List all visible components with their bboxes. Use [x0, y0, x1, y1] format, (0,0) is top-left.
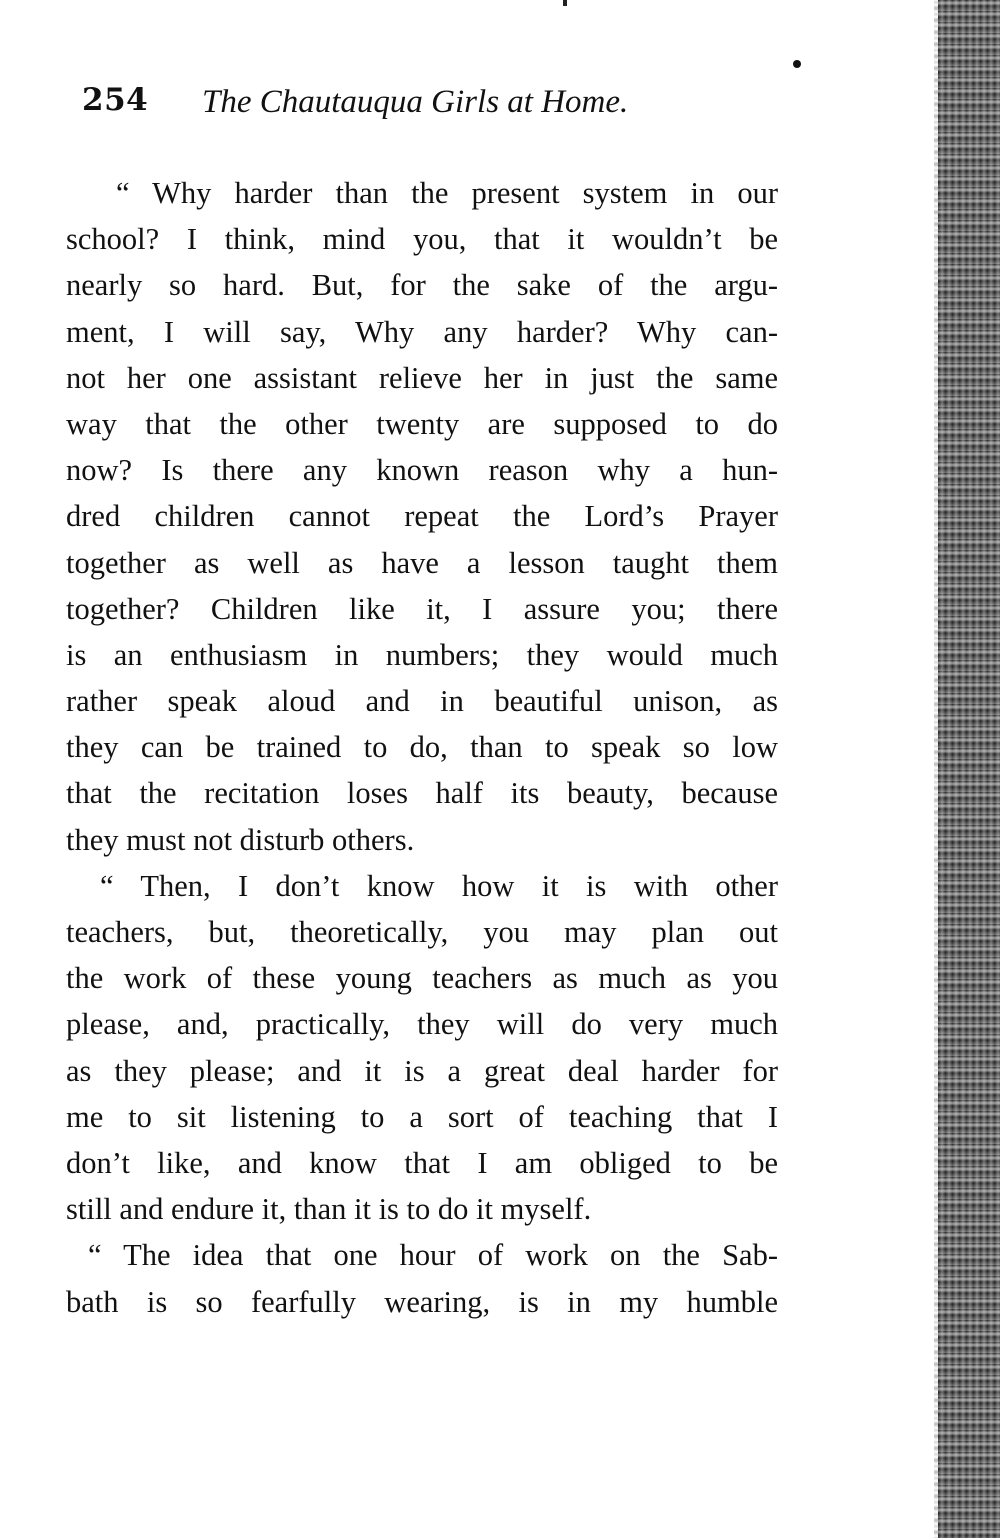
text-line: please, and, practically, they will do very much	[66, 1007, 778, 1042]
paragraph	[66, 1232, 778, 1324]
running-title: The Chautauqua Girls at Home.	[202, 84, 629, 120]
page-header	[82, 82, 702, 132]
text-line: they must not disturb others.	[66, 822, 415, 857]
text-line: nearly so hard. But, for the sake of the argu-	[66, 268, 778, 303]
text-line: together? Children like it, I assure you; there	[66, 591, 778, 626]
book-spine-shadow	[938, 0, 1000, 1538]
text-line: “ Why harder than the present system in our	[116, 176, 778, 210]
text-line: don’t like, and know that I am obliged to be	[66, 1145, 778, 1180]
body-text	[66, 170, 778, 1325]
text-line: is an enthusiasm in numbers; they would much	[66, 637, 778, 672]
text-line: teachers, but, theoretically, you may plan out	[66, 915, 778, 949]
text-line: “ Then, I don’t know how it is with other	[100, 868, 778, 903]
text-line: rather speak aloud and in beautiful unison, as	[66, 684, 778, 719]
text-line: way that the other twenty are supposed to do	[66, 406, 778, 441]
text-line: not her one assistant relieve her in just the same	[66, 360, 778, 395]
text-line: as they please; and it is a great deal harder for	[66, 1053, 778, 1088]
text-line: dred children cannot repeat the Lord’s Prayer	[66, 499, 778, 534]
text-line: “ The idea that one hour of work on the Sab-	[88, 1238, 778, 1273]
text-line: that the recitation loses half its beauty, because	[66, 776, 778, 811]
paragraph	[66, 170, 778, 863]
text-line: now? Is there any known reason why a hun-	[66, 453, 778, 488]
text-line: still and endure it, than it is to do it myself.	[66, 1192, 592, 1227]
text-line: ment, I will say, Why any harder? Why can-	[66, 314, 778, 349]
text-line: bath is so fearfully wearing, is in my humble	[66, 1284, 778, 1319]
text-line: they can be trained to do, than to speak so low	[66, 730, 778, 765]
ink-speck-corner	[793, 60, 801, 68]
paragraph	[66, 863, 778, 1233]
text-line: me to sit listening to a sort of teaching that I	[66, 1099, 778, 1134]
page-number: 254	[82, 82, 149, 118]
ink-speck-top	[563, 0, 567, 6]
text-line: the work of these young teachers as much as you	[66, 961, 778, 996]
text-line: school? I think, mind you, that it wouldn’t be	[66, 222, 778, 257]
text-line: together as well as have a lesson taught them	[66, 545, 778, 580]
